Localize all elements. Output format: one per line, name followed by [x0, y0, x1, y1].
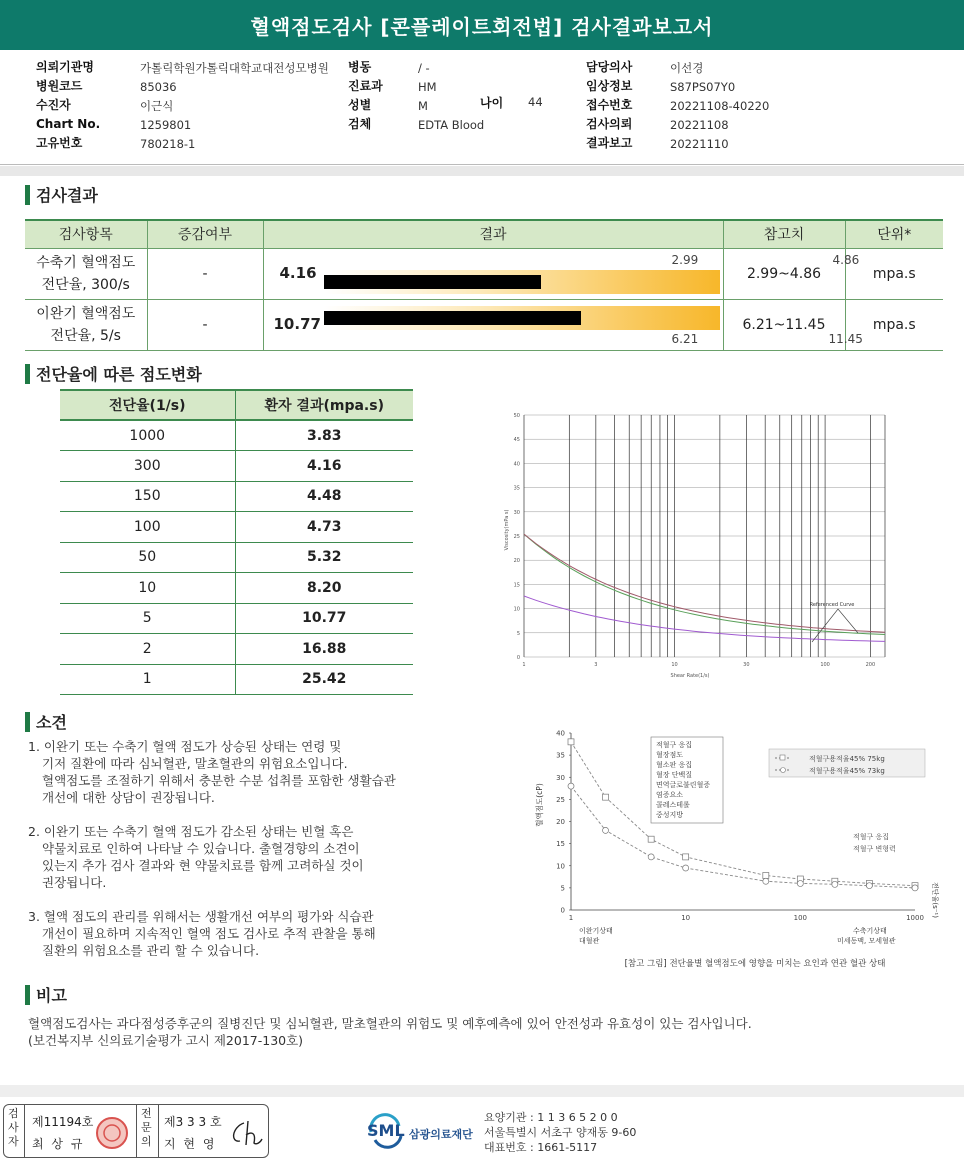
finding-line: 약물치료로 인하여 나타날 수 있습니다. 출혈경향의 소견이	[42, 841, 360, 856]
table-row	[60, 420, 413, 451]
result-cell	[263, 299, 863, 350]
y-tick: 35	[513, 485, 520, 492]
curve	[524, 534, 885, 632]
table-row	[60, 573, 413, 604]
shear-rate-cell: 300	[60, 451, 235, 482]
col-header: 증감여부	[147, 220, 263, 248]
info-value: HM	[418, 80, 437, 94]
chart-annotation: Referenced Curve	[809, 602, 855, 608]
info-value: M	[418, 99, 428, 113]
heading-bar	[25, 185, 30, 205]
y-tick: 20	[556, 818, 565, 826]
x-tick: 30	[743, 662, 750, 668]
org-info	[484, 1110, 636, 1155]
finding-line: 개선에 대한 상담이 권장됩니다.	[42, 790, 215, 805]
ref-point	[568, 739, 574, 745]
shear-rate-cell: 150	[60, 481, 235, 512]
col-header: 단위*	[845, 220, 943, 248]
x-tick: 10	[671, 662, 678, 668]
viscosity-cell: 4.73	[235, 512, 413, 543]
finding-item	[28, 908, 508, 959]
ref-point	[648, 836, 654, 842]
x-axis-label: Shear Rate(1/s)	[670, 673, 710, 679]
info-value: 이근식	[140, 99, 174, 113]
y-tick: 40	[513, 461, 520, 468]
annotation-arrow	[812, 609, 858, 642]
viscosity-cell: 10.77	[235, 603, 413, 634]
info-value: / -	[418, 61, 430, 75]
finding-line: 질환의 위험요소를 관리 할 수 있습니다.	[42, 943, 260, 958]
col-header: 참고치	[723, 220, 845, 248]
cert-label: 검사자	[8, 1107, 19, 1148]
cert-name: 최 상 규	[32, 1137, 85, 1151]
change-cell: -	[147, 248, 263, 299]
gauge-fill	[324, 311, 581, 325]
y-tick: 5	[560, 884, 565, 893]
shear-rate-label: 전단율(s⁻¹)	[931, 882, 939, 918]
ref-low: 2.99	[671, 252, 699, 267]
chart-grid	[514, 413, 885, 668]
info-value: 85036	[140, 80, 177, 94]
y-tick: 20	[513, 558, 520, 565]
finding-line: 혈액점도를 조절하기 위해서 충분한 수분 섭취를 포함한 생활습관	[42, 773, 396, 788]
x-tick: 1	[568, 914, 574, 922]
y-tick: 35	[556, 751, 565, 760]
item-cell	[25, 299, 147, 350]
viscosity-cell: 5.32	[235, 542, 413, 573]
signature-icon	[226, 1117, 266, 1149]
info-label: 성별	[348, 98, 372, 112]
factor-item: 염증요소	[656, 791, 684, 799]
table-row	[60, 512, 413, 543]
y-tick: 25	[556, 795, 565, 804]
ref-low: 6.21	[671, 331, 699, 346]
item-cell	[25, 248, 147, 299]
x-tick: 100	[820, 662, 830, 668]
findings-body	[28, 738, 508, 959]
table-row	[60, 634, 413, 665]
info-label: 결과보고	[586, 136, 633, 150]
legend-circle	[781, 768, 786, 773]
table-row	[25, 248, 943, 299]
col-header: 전단율(1/s)	[60, 390, 235, 420]
finding-line: 3. 혈액 점도의 관리를 위해서는 생활개선 여부의 평가와 식습관	[28, 909, 374, 924]
info-value: 이선경	[670, 61, 704, 75]
info-label: 병동	[348, 60, 372, 74]
ref-point	[603, 827, 609, 833]
unit-cell: mpa.s	[845, 248, 943, 299]
ref-point	[568, 783, 574, 789]
info-col2	[348, 56, 383, 132]
y-tick: 10	[513, 606, 520, 613]
org-line: 서울특별시 서초구 양재동 9-60	[484, 1126, 637, 1139]
y-tick: 0	[560, 906, 565, 915]
y-tick: 40	[556, 729, 565, 738]
divider	[0, 166, 964, 176]
factor-item: 적혈구 응집	[656, 741, 693, 749]
ref-cell: 2.99~4.86	[723, 248, 845, 299]
info-col3-values	[670, 57, 769, 152]
remarks-line: (보건복지부 신의료기술평가 고시 제2017-130호)	[28, 1033, 304, 1048]
finding-item	[28, 823, 508, 891]
shear-rate-cell: 5	[60, 603, 235, 634]
ref-caption: [참고 그림] 전단율별 혈액점도에 영향을 미치는 요인과 연관 혈관 상태	[624, 959, 886, 969]
viscosity-table	[60, 389, 413, 695]
seal-stamp-icon	[94, 1115, 130, 1151]
item-rate: 전단율, 300/s	[41, 276, 130, 293]
finding-line: 1. 이완기 또는 수축기 혈액 점도가 상승된 상태는 연령 및	[28, 739, 342, 754]
table-row	[60, 542, 413, 573]
finding-line: 기저 질환에 따라 심뇌혈관, 말초혈관의 위험요소입니다.	[42, 756, 348, 771]
table-row	[60, 451, 413, 482]
info-label: 병원코드	[36, 79, 83, 93]
viscosity-cell: 4.16	[235, 451, 413, 482]
x-tick: 3	[594, 662, 598, 668]
col-header: 검사항목	[25, 220, 147, 248]
info-value: 20221108	[670, 118, 729, 132]
item-rate: 전단율, 5/s	[50, 327, 121, 344]
item-name: 이완기 혈액점도	[36, 305, 136, 322]
factor-item: 면역글로불린혈증	[656, 781, 711, 789]
x-tick: 200	[865, 662, 876, 668]
x-tick: 100	[793, 914, 808, 922]
ref-high: 11.45	[828, 331, 863, 346]
info-value: 780218-1	[140, 137, 196, 151]
col-header: 결과	[263, 220, 723, 248]
table-row	[25, 299, 943, 350]
findings-heading-text: 소견	[36, 713, 67, 732]
ref-point	[763, 872, 769, 878]
info-label: 고유번호	[36, 136, 83, 150]
ref-point	[648, 854, 654, 860]
x-right-label: 미세동맥, 모세혈관	[837, 937, 896, 945]
factor-item: 콜레스테롤	[656, 801, 690, 809]
sig-divider	[158, 1105, 159, 1157]
info-col3	[586, 56, 632, 151]
remarks-line: 혈액점도검사는 과다점성증후군의 질병진단 및 심뇌혈관, 말초혈관의 위험도 및 예후예측에 있어 안전성과 유효성이 있는 검사입니다.	[28, 1016, 752, 1031]
info-value: 1259801	[140, 118, 192, 132]
info-value: 20221108-40220	[670, 99, 770, 113]
info-label: 수진자	[36, 98, 71, 112]
unit-cell: mpa.s	[845, 299, 943, 350]
shear-rate-cell: 1000	[60, 420, 235, 451]
result-gauge	[324, 306, 720, 330]
shear-rate-cell: 50	[60, 542, 235, 573]
remarks-body	[28, 1015, 928, 1049]
sig-divider	[24, 1105, 25, 1157]
ref-point	[683, 865, 689, 871]
cert-no: 제3 3 3 호	[164, 1115, 222, 1129]
ref-point	[797, 880, 803, 886]
age-label: 나이	[480, 96, 504, 110]
ref-cell: 6.21~11.45	[723, 299, 845, 350]
y-axis-label: Viscosity(mPa s)	[504, 509, 510, 551]
ref-point	[763, 878, 769, 884]
patient-info	[0, 50, 964, 165]
ref-point	[603, 794, 609, 800]
info-col1	[36, 56, 100, 151]
y-tick: 45	[513, 437, 520, 444]
factor-item: 혈장점도	[656, 751, 684, 759]
cert-no: 제11194호	[32, 1115, 94, 1129]
legend-entry: 적혈구용적율45% 73kg	[809, 767, 885, 775]
y-tick: 25	[513, 534, 520, 540]
y-tick: 15	[513, 582, 520, 589]
info-label: Chart No.	[36, 117, 101, 131]
heading-bar	[25, 712, 30, 732]
x-right-label: 수축기상태	[853, 927, 887, 935]
heading-bar	[25, 364, 30, 384]
info-value: 가톨릭학원가톨릭대학교대전성모병원	[140, 61, 329, 75]
info-label: 진료과	[348, 79, 383, 93]
findings-heading	[25, 710, 67, 733]
ref-high: 4.86	[832, 252, 860, 267]
org-line: 대표번호 : 1661-5117	[484, 1141, 598, 1154]
y-tick: 30	[556, 773, 565, 782]
info-label: 검사의뢰	[586, 117, 633, 131]
change-cell: -	[147, 299, 263, 350]
y-tick: 0	[516, 655, 520, 661]
remarks-heading-text: 비고	[36, 986, 67, 1005]
info-col2-values	[418, 57, 484, 133]
results-heading	[25, 183, 98, 206]
signature-box	[3, 1104, 269, 1158]
remarks-heading	[25, 983, 67, 1006]
table-row	[60, 603, 413, 634]
report-title: 혈액점도검사 [콘플레이트회전법] 검사결과보고서	[0, 0, 964, 50]
ref-point	[912, 885, 918, 891]
x-tick: 1	[522, 662, 526, 668]
viscosity-cell: 8.20	[235, 573, 413, 604]
x-tick: 1000	[906, 914, 924, 922]
viscosity-chart	[500, 405, 890, 680]
result-gauge	[324, 270, 720, 294]
legend-entry: 적혈구용적율45% 75kg	[809, 755, 885, 763]
results-heading-text: 검사결과	[36, 186, 98, 205]
info-label: 담당의사	[586, 60, 633, 74]
ref-point	[683, 854, 689, 860]
viscosity-cell: 4.48	[235, 481, 413, 512]
shear-rate-cell: 100	[60, 512, 235, 543]
viscosity-heading	[25, 362, 202, 385]
viscosity-heading-text: 전단율에 따른 점도변화	[36, 365, 202, 384]
gauge-fill	[324, 275, 542, 289]
footer-divider	[0, 1085, 964, 1097]
finding-line: 2. 이완기 또는 수축기 혈액 점도가 감소된 상태는 빈혈 혹은	[28, 824, 354, 839]
result-cell	[263, 248, 860, 299]
info-value: EDTA Blood	[418, 118, 485, 132]
org-line: 요양기관 : 1 1 3 6 5 2 0 0	[484, 1111, 618, 1124]
info-value: S87PS07Y0	[670, 80, 736, 94]
cert-label: 전문의	[141, 1107, 152, 1148]
info-label: 검체	[348, 117, 372, 131]
org-name: 삼광의료재단	[409, 1128, 473, 1141]
age-value: 44	[528, 95, 543, 109]
finding-line: 권장됩니다.	[42, 875, 107, 890]
table-row	[60, 481, 413, 512]
logo-text: SML	[367, 1121, 405, 1140]
x-tick: 10	[681, 914, 691, 922]
ref-y-label: 혈액점도(cP)	[535, 783, 544, 827]
results-table	[25, 219, 943, 351]
factor-item: 혈소판 응집	[656, 761, 693, 769]
shear-rate-cell: 10	[60, 573, 235, 604]
viscosity-cell: 16.88	[235, 634, 413, 665]
result-value: 4.16	[279, 263, 317, 282]
shear-rate-cell: 1	[60, 664, 235, 695]
ref-point	[866, 883, 872, 889]
y-tick: 10	[556, 862, 565, 871]
viscosity-cell: 25.42	[235, 664, 413, 695]
factor-item: 혈장 단백질	[656, 771, 693, 779]
x-left-label: 이완기상태	[579, 927, 613, 935]
rbc-label: 적혈구 변형력	[853, 845, 896, 853]
info-value: 20221110	[670, 137, 729, 151]
result-value: 10.77	[273, 314, 321, 333]
info-label: 의뢰기관명	[36, 60, 94, 74]
y-tick: 30	[513, 509, 520, 516]
info-label: 임상정보	[586, 79, 633, 93]
heading-bar	[25, 985, 30, 1005]
factor-item: 중성지방	[656, 811, 684, 819]
finding-line: 개선이 필요하며 지속적인 혈액 점도 검사로 추적 관찰을 통해	[42, 926, 376, 941]
finding-item	[28, 738, 508, 806]
col-header: 환자 결과(mpa.s)	[235, 390, 413, 420]
viscosity-cell: 3.83	[235, 420, 413, 451]
cert-name: 지 현 영	[164, 1137, 217, 1151]
shear-rate-cell: 2	[60, 634, 235, 665]
info-col1-values	[140, 57, 329, 152]
table-row	[60, 664, 413, 695]
y-tick: 5	[516, 630, 520, 637]
y-tick: 50	[513, 413, 520, 419]
ref-point	[832, 881, 838, 887]
item-name: 수축기 혈액점도	[36, 254, 136, 271]
chart-curves	[524, 534, 885, 641]
x-left-label: 대혈관	[579, 937, 600, 945]
finding-line: 있는지 추가 검사 결과와 현 약물치료를 함께 고려하실 것이	[42, 858, 364, 873]
sig-divider	[136, 1105, 137, 1157]
legend-square	[780, 755, 785, 760]
y-tick: 15	[556, 840, 565, 849]
reference-chart	[535, 725, 950, 975]
info-label: 접수번호	[586, 98, 633, 112]
rbc-label: 적혈구 응집	[853, 833, 890, 841]
